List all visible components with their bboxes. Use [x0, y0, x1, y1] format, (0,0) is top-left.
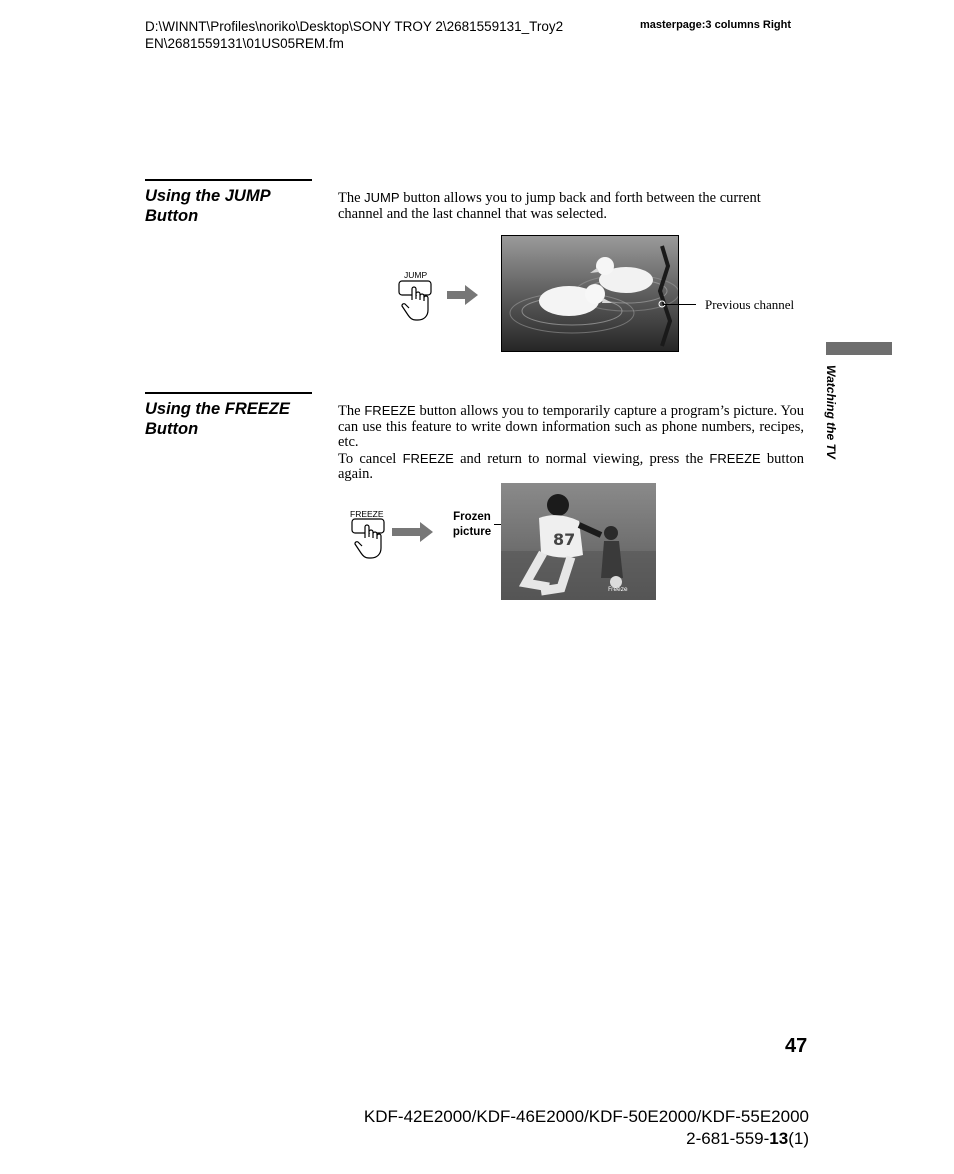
- frozen-callout-line2: picture: [452, 526, 492, 538]
- freeze-button-caption: FREEZE: [350, 509, 384, 519]
- previous-channel-callout-line: [663, 304, 696, 305]
- jump-section-title: [145, 186, 310, 226]
- jump-button-name: JUMP: [364, 190, 400, 205]
- freeze-p2-before: To cancel: [338, 450, 403, 467]
- file-path: [145, 18, 563, 52]
- freeze-section-rule: [145, 392, 312, 394]
- file-path-line1: D:\WINNT\Profiles\noriko\Desktop\SONY TROY 2\2681559131_Troy2: [145, 19, 564, 34]
- jump-text-after: button allows you to jump back and forth between the current channel and the last channel that was selected.: [338, 190, 761, 222]
- masterpage-label: masterpage:3 columns Right: [640, 19, 791, 31]
- jump-title-line2: Button: [145, 207, 199, 225]
- jump-title-line1: Using the JUMP: [145, 187, 271, 205]
- freeze-p2-after: button again.: [338, 450, 804, 482]
- model-numbers: KDF-42E2000/KDF-46E2000/KDF-50E2000/KDF-55E2000: [363, 1107, 809, 1126]
- frozen-picture-callout: [448, 510, 496, 540]
- frozen-callout-line1: Frozen: [453, 511, 491, 523]
- file-path-line2: EN\2681559131\01US05REM.fm: [145, 36, 344, 51]
- previous-channel-callout: Previous channel: [705, 297, 795, 312]
- freeze-p2-button: FREEZE: [402, 450, 454, 466]
- tv-screen-ducks-image: [501, 235, 679, 352]
- arrow-right-icon: [447, 284, 479, 306]
- jump-description: [338, 190, 804, 222]
- freeze-p1-after: button allows you to temporarily capture a program’s picture. You can use this feature to write down information such as phone numbers, recipes, etc.: [338, 403, 805, 450]
- tv-screen-frozen-image: [501, 483, 656, 600]
- freeze-title-line2: Button: [145, 420, 199, 438]
- freeze-p1-before: The: [338, 403, 365, 419]
- arrow-right-icon: [392, 521, 434, 543]
- hand-press-icon: [349, 518, 389, 560]
- hand-press-icon: [396, 280, 436, 322]
- freeze-description: [338, 403, 804, 483]
- freeze-paragraph-1: [338, 403, 804, 451]
- freeze-section-title: [145, 399, 310, 439]
- freeze-p1-button: FREEZE: [364, 403, 416, 418]
- jump-text-before: The: [338, 190, 365, 206]
- svg-text:87: 87: [553, 530, 576, 549]
- jump-section-rule: [145, 179, 312, 181]
- jump-button-caption: JUMP: [404, 270, 428, 280]
- freeze-title-line1: Using the FREEZE: [145, 400, 290, 418]
- freeze-paragraph-2: [338, 451, 804, 483]
- part-suffix: (1): [788, 1129, 809, 1148]
- freeze-screen-label: Freeze: [608, 586, 628, 593]
- part-prefix: 2-681-559-: [686, 1129, 770, 1148]
- part-bold: 13: [769, 1129, 789, 1148]
- part-number: [686, 1129, 809, 1149]
- freeze-p2-middle: and return to normal viewing, press the: [453, 450, 710, 467]
- page-number: 47: [785, 1035, 808, 1057]
- side-section-label: Watching the TV: [824, 365, 838, 459]
- freeze-p2-button2: FREEZE: [709, 450, 761, 466]
- side-tab-marker: [826, 342, 892, 355]
